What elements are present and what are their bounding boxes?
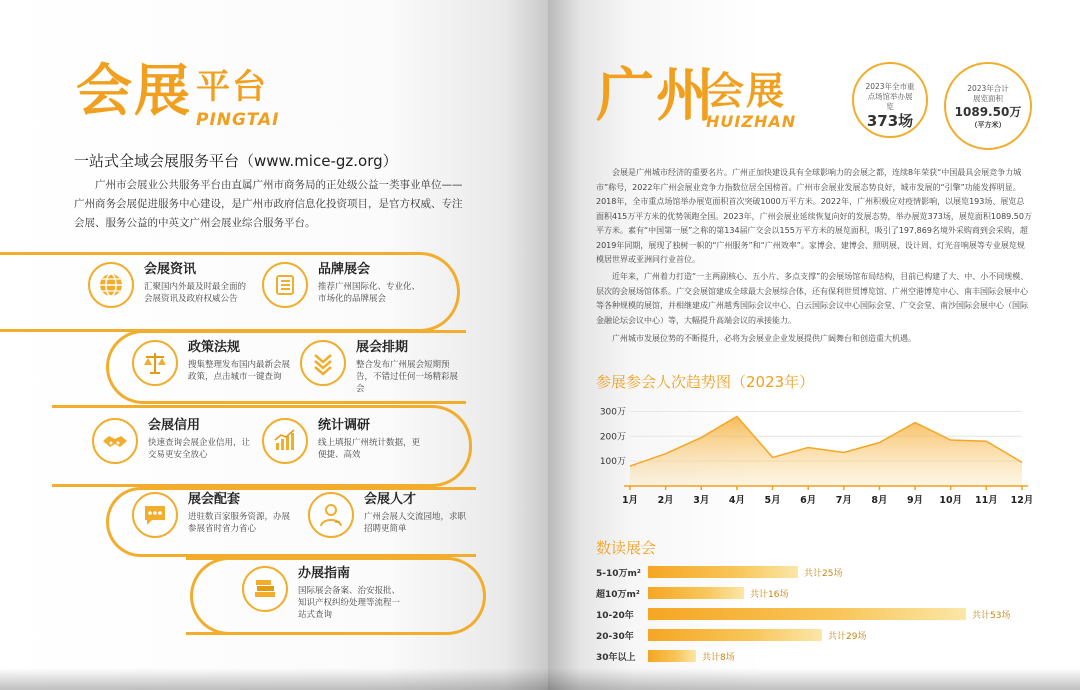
stat-exhibitions xyxy=(852,62,928,138)
service-name: 会展人才 xyxy=(364,492,417,507)
trend-chart-title: 参展参会人次趋势图（2023年） xyxy=(596,373,815,391)
area-series xyxy=(630,416,1022,486)
service-credit[interactable] xyxy=(92,418,258,464)
x-tick-label: 11月 xyxy=(974,495,998,506)
x-tick-label: 2月 xyxy=(657,495,674,506)
books-icon xyxy=(242,566,288,612)
globe-icon xyxy=(88,262,134,308)
right-title-side: 会展 xyxy=(706,69,787,113)
bar-value-label: 共计25场 xyxy=(804,568,843,579)
service-desc: 快速查询会展企业信用，让交易更安全放心 xyxy=(148,438,251,460)
list-icon xyxy=(262,262,308,308)
stat-area xyxy=(944,62,1032,150)
service-support[interactable] xyxy=(132,492,298,538)
bar-value-label: 共计29场 xyxy=(828,631,867,642)
handshake-icon xyxy=(92,418,138,464)
service-name: 展会配套 xyxy=(188,492,241,507)
service-desc: 线上填报广州统计数据，更便捷、高效 xyxy=(318,438,421,460)
service-desc: 国际展会备案、治安报批、知识产权纠纷处理等流程一站式查询 xyxy=(298,586,401,620)
platform-intro: 广州市会展业公共服务平台由直属广州市商务局的正处级公益一类事业单位——广州商务会展促进服务中心建设，是广州市政府信息化投资项目，是官方权威、专注会展、服务公益的中英文广州会展业综合服务平台。 xyxy=(74,179,463,229)
bar-row xyxy=(596,628,866,642)
right-title-pinyin: HUIZHAN xyxy=(706,112,797,131)
stat-unit: （平方米） xyxy=(970,121,1006,129)
x-tick-label: 6月 xyxy=(800,495,817,506)
bars-chart-title: 数读展会 xyxy=(596,539,657,557)
bar-value-label: 共计53场 xyxy=(972,610,1011,621)
service-guide[interactable] xyxy=(242,566,408,621)
service-name: 政策法规 xyxy=(188,340,241,355)
y-tick-label: 300万 xyxy=(599,407,626,418)
service-schedule[interactable] xyxy=(300,340,466,395)
chevrons-down-icon xyxy=(300,340,346,386)
x-tick-label: 12月 xyxy=(1010,495,1034,506)
bar-row xyxy=(596,649,735,663)
person-icon xyxy=(308,492,354,538)
service-name: 统计调研 xyxy=(318,418,371,433)
bar-label: 30年以上 xyxy=(596,652,636,663)
x-tick-label: 5月 xyxy=(764,495,781,506)
body-paragraph: 近年来，广州着力打造“一主两副核心、五小片、多点支撑”的会展场馆布局结构，目前已构建了大、中、小不同规模、层次的会展场馆体系。广交会展馆建成全球最大会展综合体，还有保利世贸博览馆、广州空港博览中心、南丰国际会展中心等各种规模的展馆，并相继建成广州越秀国际会议中心、白云国际会议中心国际会堂、广交会堂、南沙国际会展中心（国际金融论坛会议中心）等，大幅提升高端会议的承接能力。 xyxy=(596,272,1029,325)
bar-value-label: 共计8场 xyxy=(702,652,735,663)
bar-value-label: 共计16场 xyxy=(750,589,789,600)
stat-label: 2023年全市重点场馆举办展览 xyxy=(865,82,915,111)
stat-value: 373场 xyxy=(866,112,914,130)
bar xyxy=(648,650,696,662)
bar xyxy=(648,566,798,578)
x-tick-label: 4月 xyxy=(728,495,745,506)
service-desc: 汇聚国内外最及时最全面的会展资讯及政府权威公告 xyxy=(144,282,247,304)
platform-slogan: 一站式全域会展服务平台（www.mice-gz.org） xyxy=(74,152,398,170)
bar-chart-icon xyxy=(262,418,308,464)
bar-label: 10-20年 xyxy=(596,610,634,621)
bar xyxy=(648,587,744,599)
service-name: 会展资讯 xyxy=(144,262,197,277)
bar-label: 5-10万m² xyxy=(596,568,641,579)
x-tick-label: 9月 xyxy=(907,495,924,506)
right-title-main: 广州 xyxy=(596,61,717,129)
service-policy[interactable] xyxy=(132,340,298,386)
x-tick-label: 7月 xyxy=(835,495,852,506)
service-news[interactable] xyxy=(88,262,254,308)
y-tick-label: 200万 xyxy=(599,432,626,443)
bar-row xyxy=(596,565,842,579)
service-desc: 推荐广州国际化、专业化、市场化的品牌展会 xyxy=(318,282,421,304)
service-desc: 进驻数百家服务资源，办展参展省时省力省心 xyxy=(188,512,291,534)
x-tick-label: 10月 xyxy=(939,495,963,506)
bar-row xyxy=(596,607,1010,621)
service-name: 会展信用 xyxy=(148,418,201,433)
bar-label: 20-30年 xyxy=(596,631,634,642)
service-statistics[interactable] xyxy=(262,418,428,464)
bar xyxy=(648,608,966,620)
y-tick-label: 100万 xyxy=(599,457,626,468)
service-brand-fairs[interactable] xyxy=(262,262,428,308)
left-title-pinyin: PINGTAI xyxy=(196,110,280,130)
x-tick-label: 8月 xyxy=(871,495,888,506)
x-tick-label: 3月 xyxy=(693,495,710,506)
body-paragraph: 会展是广州城市经济的重要名片。广州正加快建设具有全球影响力的会展之都，连续8年荣获“中国最具会展竞争力城市”称号，2022年广州会展业竞争力指数位居全国榜首。广州市会展业发展态势良好，城市发展的“引擎”功能发挥明显。2018年，全市重点场馆举办展览面积首次突破1000万平方米。2022年，广州积极应对疫情影响，以展览193场、展览总面积415万平方米的优势领跑全国。2023年，广州会展业延续恢复向好的发展态势，举办展览373场，展览面积1089.50万平方米。素有“中国第一展”之称的第134届广交会以155万平方米的展览面积，吸引了197,869名境外采购商到会采购，超2019年同期，展现了独树一帜的“广州服务”和“广州效率”。家博会、建博会、照明展、设计周、灯光音响展等专业展览规模居世界或亚洲同行业首位。 xyxy=(596,168,1032,264)
x-tick-label: 1月 xyxy=(621,495,639,506)
bottom-shadow xyxy=(0,668,1080,690)
stat-label: 2023年合计展览面积 xyxy=(967,84,1009,103)
left-title-main: 会展 xyxy=(76,59,192,124)
trend-chart xyxy=(594,398,1034,512)
bar-row xyxy=(596,586,788,600)
service-desc: 搜集整理发布国内最新会展政策，点击城市一键查询 xyxy=(188,360,291,382)
scales-icon xyxy=(132,340,178,386)
bar-label: 超10万m² xyxy=(596,589,640,600)
service-desc: 整合发布广州展会短期预告，不错过任何一场精彩展会 xyxy=(356,360,459,394)
left-title-side: 平台 xyxy=(196,67,268,107)
body-paragraph: 广州城市发展位势的不断提升，必将为会展业企业发展提供广阔舞台和创造重大机遇。 xyxy=(612,334,916,343)
service-name: 展会排期 xyxy=(356,340,409,355)
service-talent[interactable] xyxy=(308,492,474,538)
chat-icon xyxy=(132,492,178,538)
stat-value: 1089.50万 xyxy=(954,105,1022,119)
service-desc: 广州会展人交流园地，求职招聘更简单 xyxy=(364,512,467,534)
bar xyxy=(648,629,822,641)
service-name: 品牌展会 xyxy=(318,262,371,277)
service-name: 办展指南 xyxy=(298,566,351,581)
